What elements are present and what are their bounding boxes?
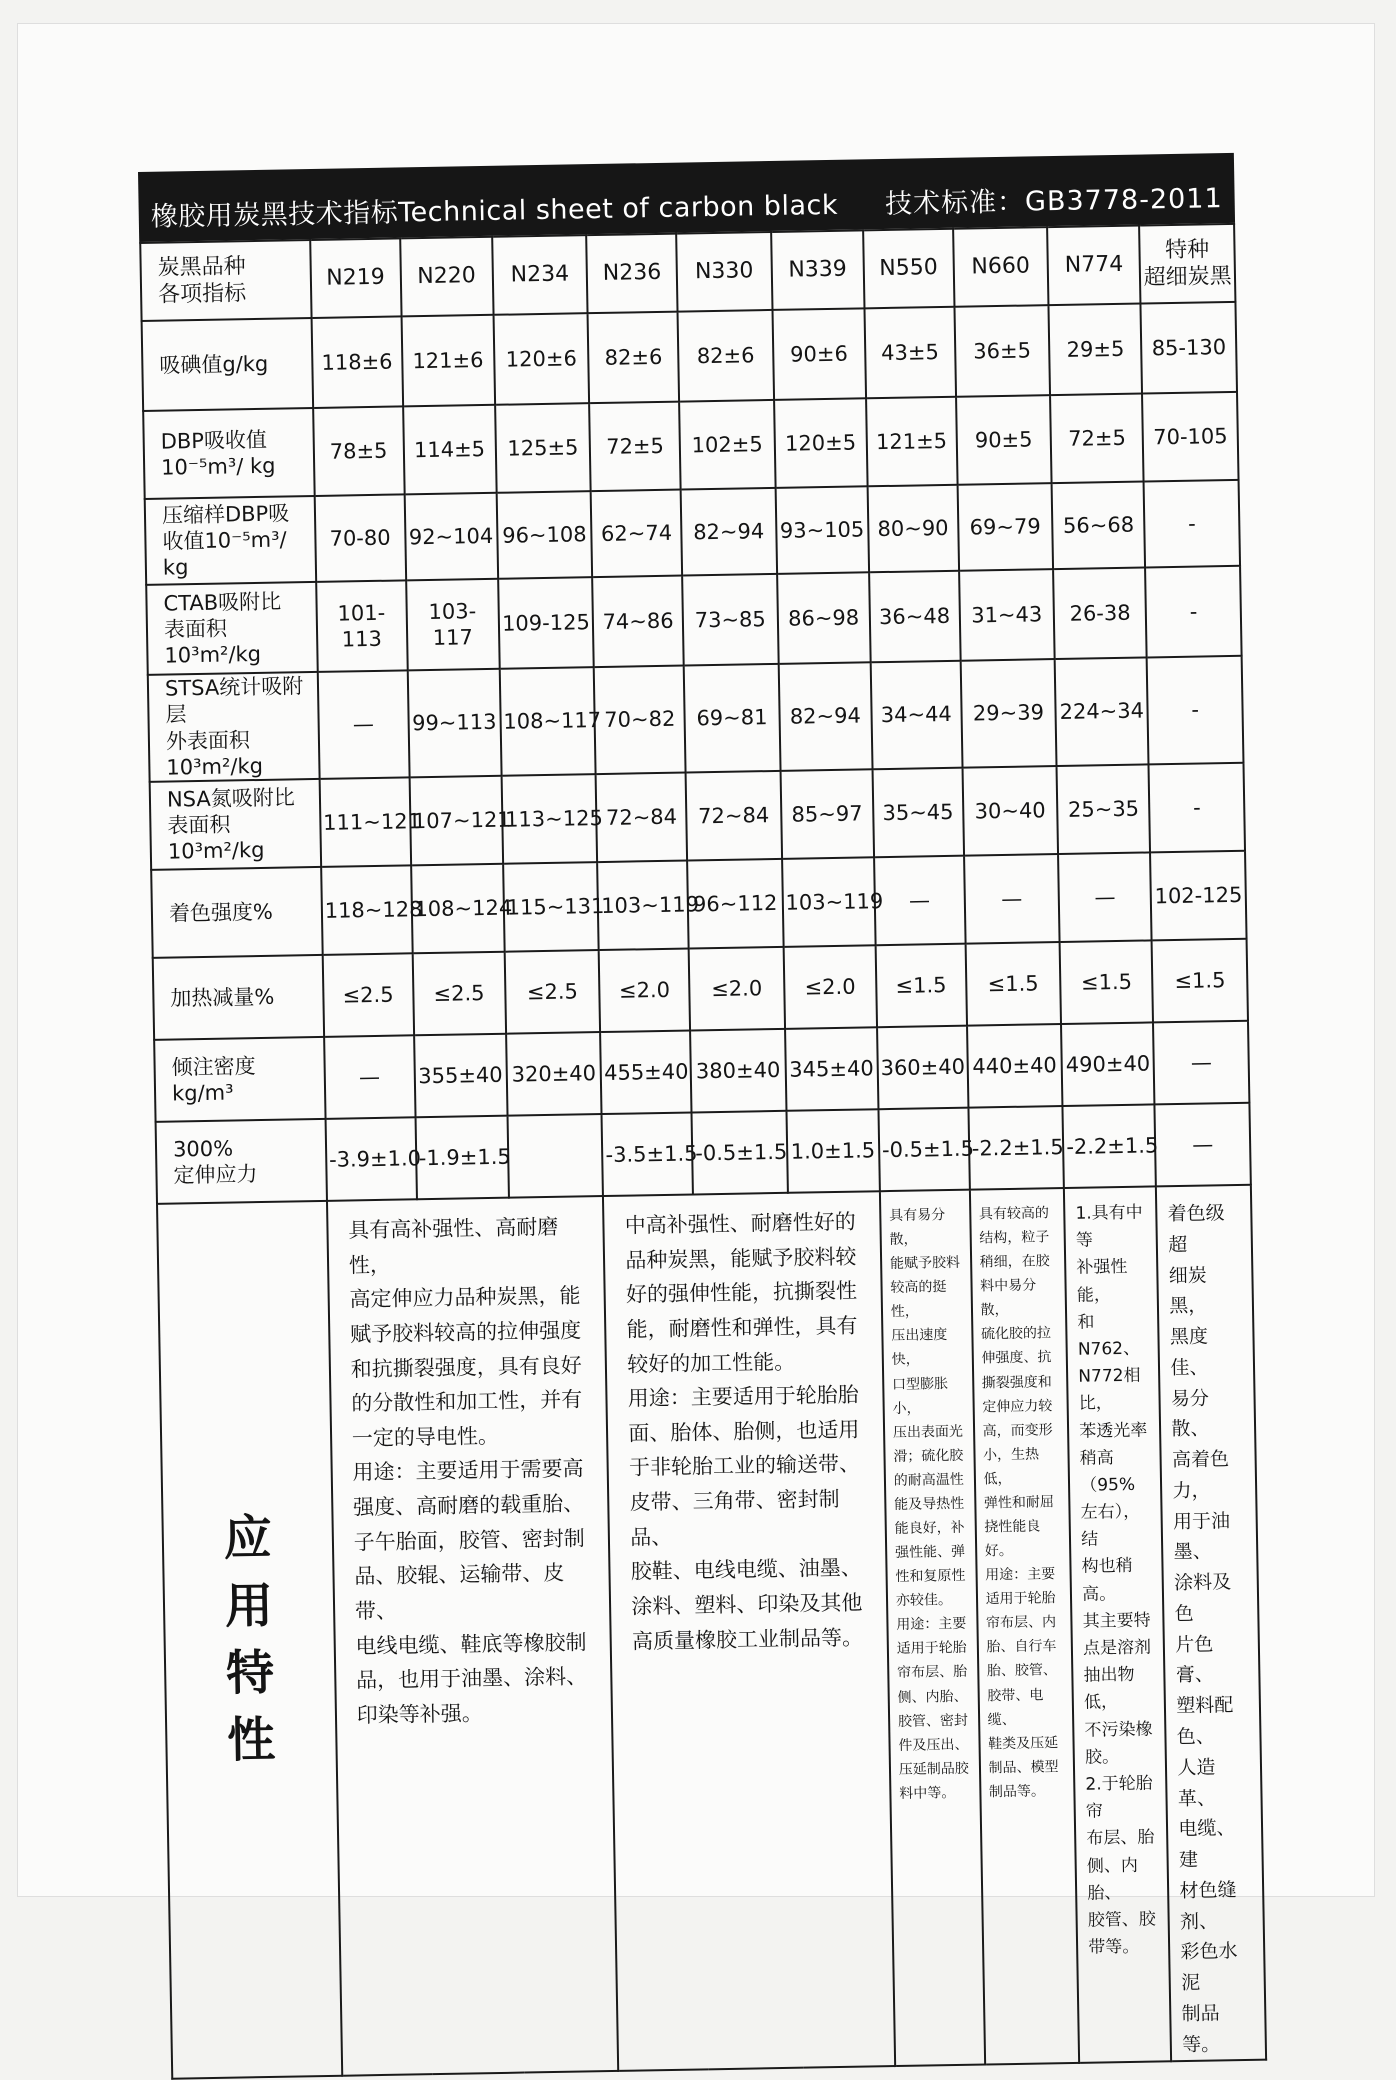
value-cell: 43±5: [864, 307, 955, 399]
indicator-label: DBP吸收值 10⁻⁵m³/ kg: [143, 408, 314, 499]
value-cell: 111~121: [319, 777, 410, 867]
value-cell: -0.5±1.5: [878, 1108, 969, 1192]
value-cell: 56~68: [1052, 481, 1146, 569]
value-cell: ≤2.0: [599, 949, 690, 1033]
value-cell: —: [318, 670, 410, 779]
value-cell: 101-113: [316, 580, 407, 672]
value-cell: 62~74: [591, 490, 682, 578]
standard-label: 技术标准：GB3778-2011: [884, 183, 1223, 220]
value-cell: 96~108: [496, 491, 592, 579]
indicator-label: 300% 定伸应力: [156, 1119, 327, 1204]
indicator-label: 倾注密度 kg/m³: [154, 1037, 325, 1122]
value-cell: —: [1155, 1103, 1251, 1187]
grade-header: N339: [771, 230, 865, 310]
value-cell: 69~81: [684, 664, 780, 773]
value-cell: 320±40: [506, 1032, 602, 1116]
value-cell: 114±5: [403, 405, 497, 495]
indicator-label: STSA统计吸附层 外表面积10³m²/kg: [148, 672, 320, 782]
value-cell: 90±5: [956, 395, 1052, 485]
application-text-n774: 1.具有中等 补强性能， 和N762、 N772相比， 苯透光率 稍高（95% 左右），结 构也稍高。 其主要特 点是溶剂 抽出物低， 不污染橡 胶。 2.于轮胎帘 布层、胎 侧、内胎、 胶管、胶 带等。: [1075, 1202, 1156, 1958]
value-cell: 70-80: [314, 494, 405, 582]
value-cell: 108~124: [411, 864, 505, 954]
application-cell-n550: [880, 1190, 985, 2067]
value-cell: 36±5: [954, 305, 1050, 397]
value-cell: 355±40: [414, 1034, 508, 1118]
value-cell: -3.9±1.0: [325, 1117, 416, 1201]
application-text-n660: 具有较高的 结构，粒子 稍细，在胶 料中易分散， 硫化胶的拉 伸强度、抗 撕裂强度和 定伸应力较 高，而变形 小，生热低， 弹性和耐屈 挠性能良好。 用途：主要 适用于轮胎 帘布层、内 胎、自行车 胎、胶管、 胶带、电缆、 鞋类及压延 制品、模型 制品等。: [978, 1205, 1059, 1801]
value-cell: 121±6: [401, 315, 495, 407]
value-cell: 82~94: [778, 662, 872, 771]
value-cell: 85~97: [780, 769, 874, 859]
value-cell: 102-125: [1150, 851, 1246, 941]
value-cell: 72±5: [589, 402, 680, 492]
value-cell: 1.0±1.5: [786, 1109, 880, 1193]
application-label: 应 用 特 性: [157, 1201, 342, 2079]
grade-header: N330: [676, 232, 772, 312]
value-cell: 115~131: [503, 862, 599, 952]
value-cell: 80~90: [867, 485, 958, 573]
application-row: [157, 1185, 1266, 2079]
grade-header: 特种 超细炭黑: [1139, 224, 1235, 304]
grade-header: N660: [953, 227, 1049, 307]
value-cell: 25~35: [1057, 764, 1151, 854]
indicator-label: 着色强度%: [151, 867, 322, 958]
corner-cell: 炭黑品种 各项指标: [140, 240, 311, 321]
value-cell: 82~94: [681, 488, 777, 576]
sheet-title: 橡胶用炭黑技术指标Technical sheet of carbon black: [150, 189, 839, 233]
value-cell: 107~121: [409, 776, 503, 866]
value-cell: 103~119: [597, 861, 688, 951]
application-text-high: 具有高补强性、高耐磨性， 高定伸应力品种炭黑，能 赋予胶料较高的拉伸强度 和抗撕裂强度，具有良好 的分散性和加工性，并有 一定的导电性。 用途：主要适用于需要高 强度、高耐磨的载重胎、 子午胎面，胶管、密封制 品、胶辊、运输带、皮带、 电线电缆、鞋底等橡胶制 品，也用于油墨、涂料、 印染等补强。: [348, 1214, 588, 1728]
value-cell: -: [1145, 566, 1241, 658]
value-cell: 69~79: [957, 483, 1053, 571]
grade-header: N236: [586, 234, 677, 314]
value-cell: 82±6: [588, 312, 679, 404]
grade-header: N219: [310, 238, 401, 318]
value-cell: 29±5: [1049, 304, 1143, 396]
value-cell: 72±5: [1050, 394, 1144, 484]
value-cell: 99~113: [407, 669, 501, 778]
grade-header: N220: [400, 237, 494, 317]
application-text-n550: 具有易分散， 能赋予胶料 较高的挺性， 压出速度快， 口型膨胀小， 压出表面光 滑；硫化胶 的耐高温性 能及导热性 能良好，补 强性能、弹 性和复原性 亦较佳。 用途：主要 适用于轮胎 帘布层、胎 侧、内胎、 胶管、密封 件及压出、 压延制品胶 料中等。: [889, 1207, 969, 1802]
value-cell: —: [874, 856, 965, 946]
value-cell: 108~117: [499, 667, 595, 776]
value-cell: 102±5: [679, 400, 775, 490]
value-cell: 103-117: [406, 579, 500, 671]
application-cell-n660: [969, 1188, 1079, 2065]
value-cell: 360±40: [877, 1026, 968, 1110]
value-cell: —: [1058, 852, 1152, 942]
value-cell: ≤1.5: [965, 942, 1061, 1026]
value-cell: 345±40: [785, 1027, 879, 1111]
value-cell: -3.5±1.5: [602, 1112, 693, 1196]
value-cell: 120±5: [774, 398, 868, 488]
grade-header: N774: [1047, 226, 1141, 306]
value-cell: 70~82: [594, 666, 686, 775]
value-cell: 93~105: [775, 486, 869, 574]
value-cell: ≤1.5: [1152, 939, 1248, 1023]
value-cell: 109-125: [498, 577, 594, 669]
value-cell: 113~125: [501, 774, 597, 864]
indicator-label: CTAB吸附比 表面积10³m²/kg: [146, 582, 317, 675]
value-cell: 86~98: [777, 572, 871, 664]
value-cell: -2.2±1.5: [968, 1106, 1064, 1190]
value-cell: 224~34: [1055, 657, 1149, 766]
value-cell: 440±40: [967, 1024, 1063, 1108]
grade-header: N234: [492, 235, 588, 315]
value-cell: 73~85: [682, 574, 778, 666]
value-cell: 490±40: [1061, 1022, 1155, 1106]
application-text-special: 着色级超 细炭黑， 黑度佳、 易分散、 高着色力， 用于油墨、 涂料及色 片色膏、 塑料配色、 人造革、 电缆、建 材色缝剂、 彩色水泥 制品等。: [1167, 1202, 1238, 2056]
application-cell-n774: [1064, 1186, 1171, 2063]
technical-sheet: [138, 153, 1267, 2080]
application-cell-special: [1156, 1185, 1266, 2062]
value-cell: -: [1149, 763, 1245, 853]
indicator-label: 吸碘值g/kg: [142, 318, 313, 411]
value-cell: ≤2.5: [504, 950, 600, 1034]
value-cell: -2.2±1.5: [1063, 1104, 1157, 1188]
value-cell: 92~104: [404, 493, 498, 581]
value-cell: 72~84: [596, 773, 687, 863]
value-cell: —: [1153, 1021, 1249, 1105]
value-cell: 34~44: [870, 661, 962, 770]
value-cell: 72~84: [686, 771, 782, 861]
value-cell: [507, 1114, 603, 1198]
value-cell: 31~43: [959, 569, 1055, 661]
value-cell: -: [1144, 480, 1240, 568]
value-cell: 78±5: [313, 406, 404, 496]
value-cell: ≤2.0: [689, 947, 785, 1031]
value-cell: ≤2.5: [412, 952, 506, 1036]
value-cell: —: [324, 1035, 415, 1119]
value-cell: 70-105: [1142, 392, 1238, 482]
application-text-medium: 中高补强性、耐磨性好的 品种炭黑，能赋予胶料较 好的强伸性能，抗撕裂性 能，耐磨性和弹性，具有 较好的加工性能。 用途：主要适用于轮胎胎 面、胎体、胎侧，也适用 于非轮胎工业的输送带、 皮带、三角带、密封制品、 胶鞋、电线电缆、油墨、 涂料、塑料、印染及其他 高质量橡胶工业制品等。: [624, 1209, 864, 1654]
value-cell: 90±6: [772, 308, 866, 400]
indicator-label: NSA氮吸附比 表面积10³m²/kg: [150, 779, 321, 870]
value-cell: 121±5: [866, 397, 957, 487]
value-cell: -: [1147, 656, 1244, 765]
value-cell: 118±6: [311, 316, 402, 408]
value-cell: 74~86: [592, 576, 683, 668]
value-cell: 36~48: [869, 571, 960, 663]
application-cell-medium: [603, 1191, 895, 2071]
value-cell: -0.5±1.5: [692, 1111, 788, 1195]
value-cell: —: [964, 854, 1060, 944]
value-cell: -1.9±1.5: [415, 1116, 509, 1200]
value-cell: 103~119: [782, 857, 876, 947]
value-cell: 120±6: [493, 313, 589, 405]
application-cell-high: [327, 1196, 619, 2076]
value-cell: ≤2.0: [783, 945, 877, 1029]
value-cell: 26-38: [1053, 567, 1147, 659]
value-cell: 30~40: [962, 766, 1058, 856]
value-cell: ≤1.5: [1060, 940, 1154, 1024]
indicator-label: 压缩样DBP吸 收值10⁻⁵m³/ kg: [145, 496, 316, 585]
grade-header: N550: [863, 229, 954, 309]
value-cell: 29~39: [960, 659, 1056, 768]
value-cell: 380±40: [690, 1029, 786, 1113]
value-cell: 96~112: [687, 859, 783, 949]
indicator-row: [148, 656, 1244, 782]
value-cell: 118~128: [321, 865, 412, 955]
value-cell: ≤1.5: [875, 944, 966, 1028]
value-cell: ≤2.5: [322, 953, 413, 1037]
value-cell: 35~45: [872, 768, 963, 858]
value-cell: 125±5: [495, 403, 591, 493]
value-cell: 85-130: [1141, 302, 1237, 394]
indicator-label: 加热减量%: [153, 955, 324, 1040]
value-cell: 455±40: [600, 1030, 691, 1114]
value-cell: 82±6: [678, 310, 774, 402]
spec-table: [139, 223, 1267, 2080]
